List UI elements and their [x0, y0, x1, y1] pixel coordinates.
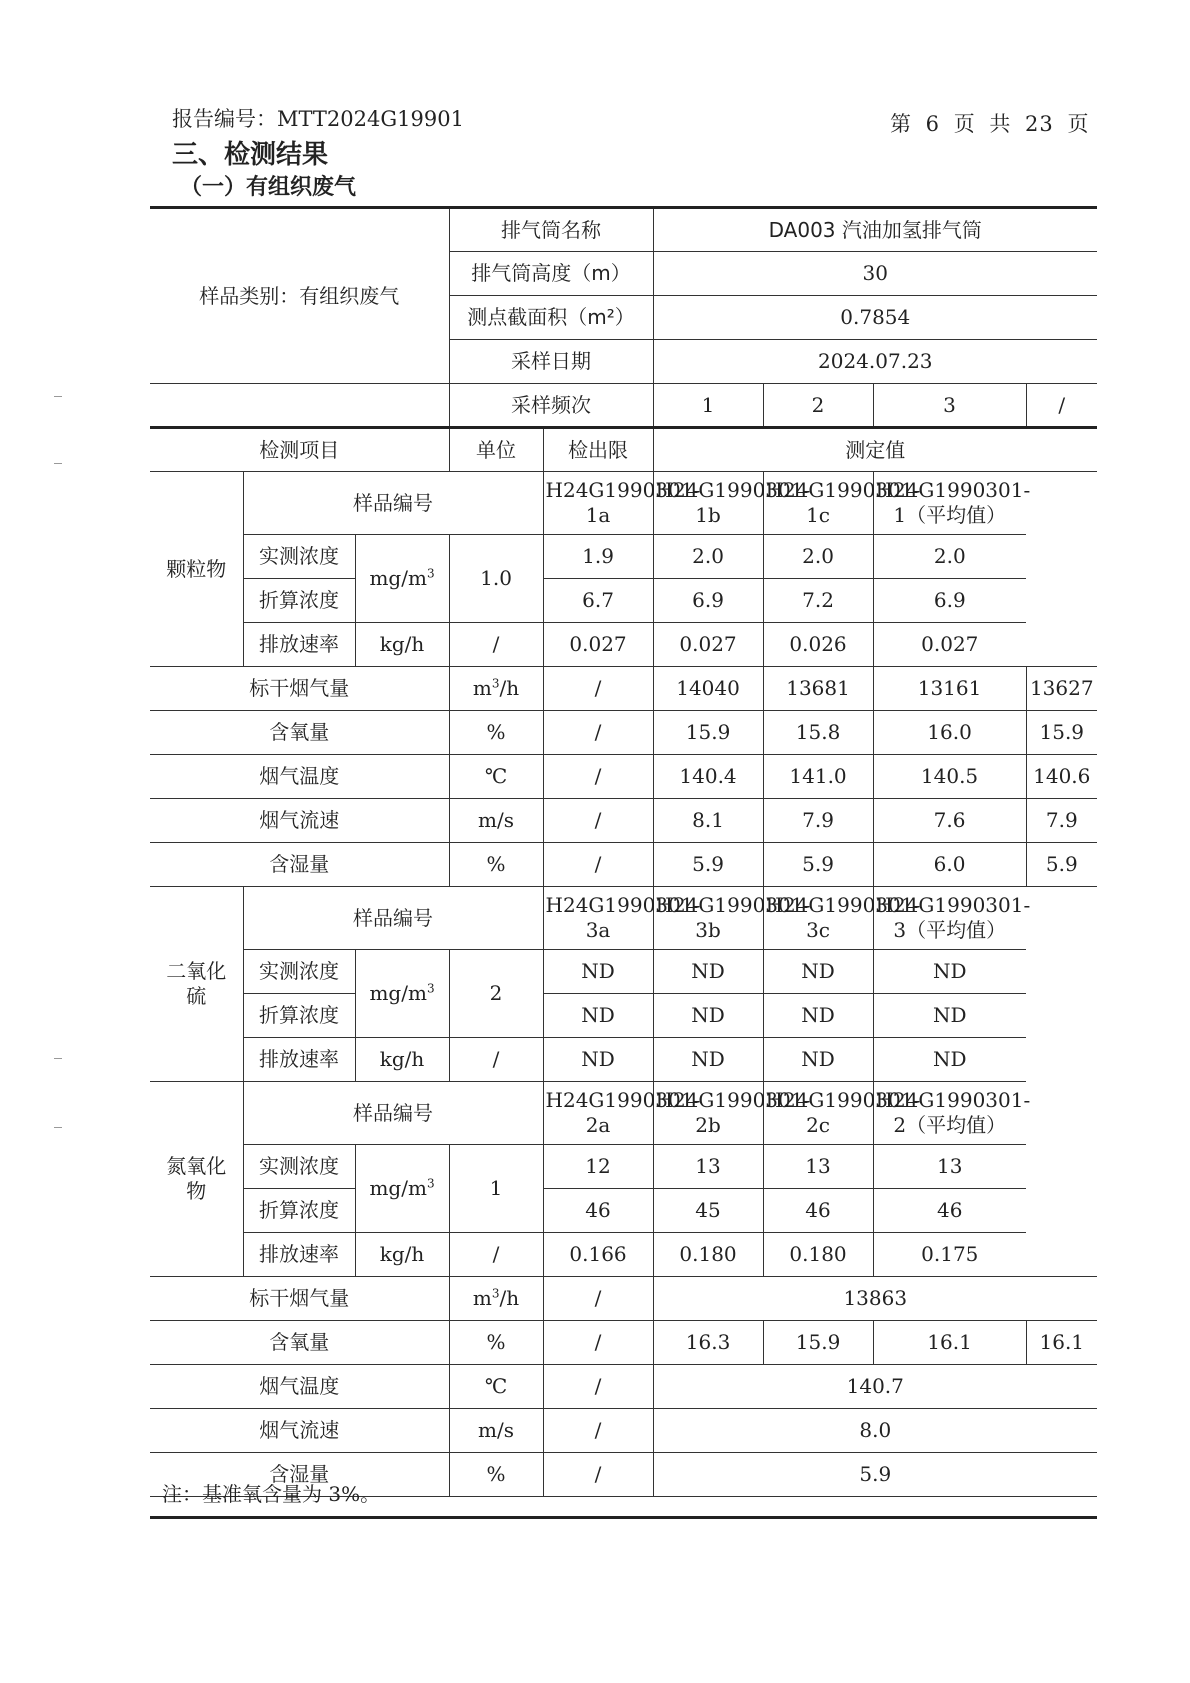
param-limit: / [543, 667, 653, 711]
value-cell: 5.9 [763, 843, 873, 887]
param-name: 烟气流速 [150, 1409, 449, 1453]
info-value: DA003 汽油加氢排气筒 [653, 208, 1097, 252]
param-unit: $m^3/h$ [449, 1277, 543, 1321]
value-cell: 46 [873, 1189, 1026, 1233]
nox-name: 氮氧化物 [150, 1082, 243, 1277]
param-limit: / [543, 1453, 653, 1497]
section-title: 三、检测结果 [172, 140, 329, 170]
value-cell: 15.9 [1026, 711, 1097, 755]
value-cell: 16.3 [653, 1321, 763, 1365]
value-cell: ND [763, 1038, 873, 1082]
value-cell: 14040 [653, 667, 763, 711]
param-limit: / [543, 799, 653, 843]
sample-id: H24G1990301-3（平均值） [873, 887, 1026, 950]
sub-title: （一）有组织废气 [180, 175, 357, 200]
value-cell: 5.9 [653, 1453, 1097, 1497]
value-cell: 5.9 [653, 843, 763, 887]
conc-unit: $mg/m^3$ [355, 535, 449, 623]
param-limit: / [543, 755, 653, 799]
info-value: 0.7854 [653, 296, 1097, 340]
info-label: 测点截面积（m²） [449, 296, 653, 340]
page-number: 第 6 页 共 23 页 [890, 112, 1090, 136]
value-cell: 6.9 [653, 579, 763, 623]
detection-limit: 2 [449, 950, 543, 1038]
value-cell: 8.0 [653, 1409, 1097, 1453]
emission-rate-label: 排放速率 [243, 623, 355, 667]
col-header-unit: 单位 [449, 428, 543, 472]
rate-limit: / [449, 1038, 543, 1082]
freq-value: 1 [653, 384, 763, 428]
param-limit: / [543, 1321, 653, 1365]
value-cell: 140.7 [653, 1365, 1097, 1409]
so2-name: 二氧化硫 [150, 887, 243, 1082]
param-unit: m/s [449, 799, 543, 843]
param-name: 标干烟气量 [150, 1277, 449, 1321]
info-label: 排气筒高度（m） [449, 252, 653, 296]
param-limit: / [543, 1365, 653, 1409]
detection-limit: 1 [449, 1145, 543, 1233]
value-cell: 6.7 [543, 579, 653, 623]
info-value: 2024.07.23 [653, 340, 1097, 384]
conc-unit: $mg/m^3$ [355, 950, 449, 1038]
col-header-limit: 检出限 [543, 428, 653, 472]
param-unit: % [449, 1453, 543, 1497]
blank-cell [150, 384, 449, 428]
value-cell: 13 [763, 1145, 873, 1189]
measured-conc-label: 实测浓度 [243, 535, 355, 579]
rate-unit: kg/h [355, 623, 449, 667]
value-cell: 2.0 [653, 535, 763, 579]
freq-value: 3 [873, 384, 1026, 428]
sample-id: H24G1990301-2（平均值） [873, 1082, 1026, 1145]
measured-conc-label: 实测浓度 [243, 950, 355, 994]
value-cell: 0.166 [543, 1233, 653, 1277]
measured-conc-label: 实测浓度 [243, 1145, 355, 1189]
value-cell: 140.5 [873, 755, 1026, 799]
pm-name: 颗粒物 [150, 472, 243, 667]
value-cell: ND [873, 1038, 1026, 1082]
value-cell: 141.0 [763, 755, 873, 799]
value-cell: 6.9 [873, 579, 1026, 623]
info-value: 30 [653, 252, 1097, 296]
param-name: 含湿量 [150, 1453, 449, 1497]
converted-conc-label: 折算浓度 [243, 1189, 355, 1233]
param-limit: / [543, 843, 653, 887]
value-cell: 0.175 [873, 1233, 1026, 1277]
param-limit: / [543, 1409, 653, 1453]
value-cell: 13 [873, 1145, 1026, 1189]
value-cell: ND [543, 1038, 653, 1082]
value-cell: ND [543, 950, 653, 994]
param-name: 标干烟气量 [150, 667, 449, 711]
col-header-measured: 测定值 [653, 428, 1097, 472]
detection-limit: 1.0 [449, 535, 543, 623]
conc-unit: $mg/m^3$ [355, 1145, 449, 1233]
info-label: 采样日期 [449, 340, 653, 384]
rate-unit: kg/h [355, 1038, 449, 1082]
param-name: 烟气流速 [150, 799, 449, 843]
freq-label: 采样频次 [449, 384, 653, 428]
sample-type-cell: 样品类别：有组织废气 [150, 208, 449, 384]
value-cell: 0.027 [543, 623, 653, 667]
value-cell: 16.1 [873, 1321, 1026, 1365]
col-header-item: 检测项目 [150, 428, 449, 472]
value-cell: 7.9 [1026, 799, 1097, 843]
value-cell: 0.027 [653, 623, 763, 667]
value-cell: 7.6 [873, 799, 1026, 843]
freq-value: / [1026, 384, 1097, 428]
value-cell: 5.9 [1026, 843, 1097, 887]
value-cell: 6.0 [873, 843, 1026, 887]
value-cell: 0.027 [873, 623, 1026, 667]
value-cell: ND [873, 950, 1026, 994]
param-unit: ℃ [449, 755, 543, 799]
results-table [150, 206, 1097, 1497]
value-cell: 15.8 [763, 711, 873, 755]
scan-mark [54, 463, 62, 464]
rate-limit: / [449, 623, 543, 667]
scan-mark [54, 396, 62, 397]
value-cell: 13863 [653, 1277, 1097, 1321]
param-limit: / [543, 711, 653, 755]
param-name: 含氧量 [150, 1321, 449, 1365]
param-name: 含氧量 [150, 711, 449, 755]
value-cell: 12 [543, 1145, 653, 1189]
value-cell: 13161 [873, 667, 1026, 711]
sample-id: H24G1990301-1（平均值） [873, 472, 1026, 535]
value-cell: 0.180 [763, 1233, 873, 1277]
value-cell: 13681 [763, 667, 873, 711]
sample-id: H24G1990301-1c [763, 472, 873, 535]
sample-id: H24G1990301-1b [653, 472, 763, 535]
sample-id: H24G1990301-3a [543, 887, 653, 950]
info-label: 排气筒名称 [449, 208, 653, 252]
value-cell: 16.0 [873, 711, 1026, 755]
footnote: 注：基准氧含量为 3%。 [162, 1482, 381, 1506]
sample-id: H24G1990301-2c [763, 1082, 873, 1145]
report-number: 报告编号：MTT2024G19901 [172, 107, 464, 131]
value-cell: 0.180 [653, 1233, 763, 1277]
value-cell: 46 [543, 1189, 653, 1233]
bottom-rule [150, 1516, 1097, 1519]
value-cell: 2.0 [873, 535, 1026, 579]
value-cell: 140.6 [1026, 755, 1097, 799]
rate-unit: kg/h [355, 1233, 449, 1277]
param-unit: % [449, 843, 543, 887]
sample-no-label: 样品编号 [243, 1082, 543, 1145]
value-cell: 140.4 [653, 755, 763, 799]
scan-mark [54, 1058, 62, 1059]
value-cell: 46 [763, 1189, 873, 1233]
sample-no-label: 样品编号 [243, 472, 543, 535]
value-cell: ND [653, 1038, 763, 1082]
value-cell: ND [873, 994, 1026, 1038]
value-cell: ND [763, 950, 873, 994]
emission-rate-label: 排放速率 [243, 1233, 355, 1277]
param-unit: % [449, 1321, 543, 1365]
param-unit: $m^3/h$ [449, 667, 543, 711]
sample-id: H24G1990301-3c [763, 887, 873, 950]
param-limit: / [543, 1277, 653, 1321]
rate-limit: / [449, 1233, 543, 1277]
param-name: 烟气温度 [150, 1365, 449, 1409]
value-cell: 7.2 [763, 579, 873, 623]
param-unit: m/s [449, 1409, 543, 1453]
emission-rate-label: 排放速率 [243, 1038, 355, 1082]
param-unit: % [449, 711, 543, 755]
value-cell: 7.9 [763, 799, 873, 843]
value-cell: 8.1 [653, 799, 763, 843]
converted-conc-label: 折算浓度 [243, 994, 355, 1038]
sample-no-label: 样品编号 [243, 887, 543, 950]
value-cell: 13 [653, 1145, 763, 1189]
converted-conc-label: 折算浓度 [243, 579, 355, 623]
value-cell: ND [653, 994, 763, 1038]
scan-mark [54, 1127, 62, 1128]
value-cell: 45 [653, 1189, 763, 1233]
param-name: 含湿量 [150, 843, 449, 887]
sample-id: H24G1990301-2a [543, 1082, 653, 1145]
value-cell: ND [763, 994, 873, 1038]
value-cell: 2.0 [763, 535, 873, 579]
param-name: 烟气温度 [150, 755, 449, 799]
value-cell: 16.1 [1026, 1321, 1097, 1365]
value-cell: 0.026 [763, 623, 873, 667]
value-cell: 15.9 [653, 711, 763, 755]
value-cell: 13627 [1026, 667, 1097, 711]
value-cell: 15.9 [763, 1321, 873, 1365]
sample-id: H24G1990301-3b [653, 887, 763, 950]
param-unit: ℃ [449, 1365, 543, 1409]
value-cell: 1.9 [543, 535, 653, 579]
sample-id: H24G1990301-2b [653, 1082, 763, 1145]
value-cell: ND [653, 950, 763, 994]
sample-id: H24G1990301-1a [543, 472, 653, 535]
value-cell: ND [543, 994, 653, 1038]
freq-value: 2 [763, 384, 873, 428]
